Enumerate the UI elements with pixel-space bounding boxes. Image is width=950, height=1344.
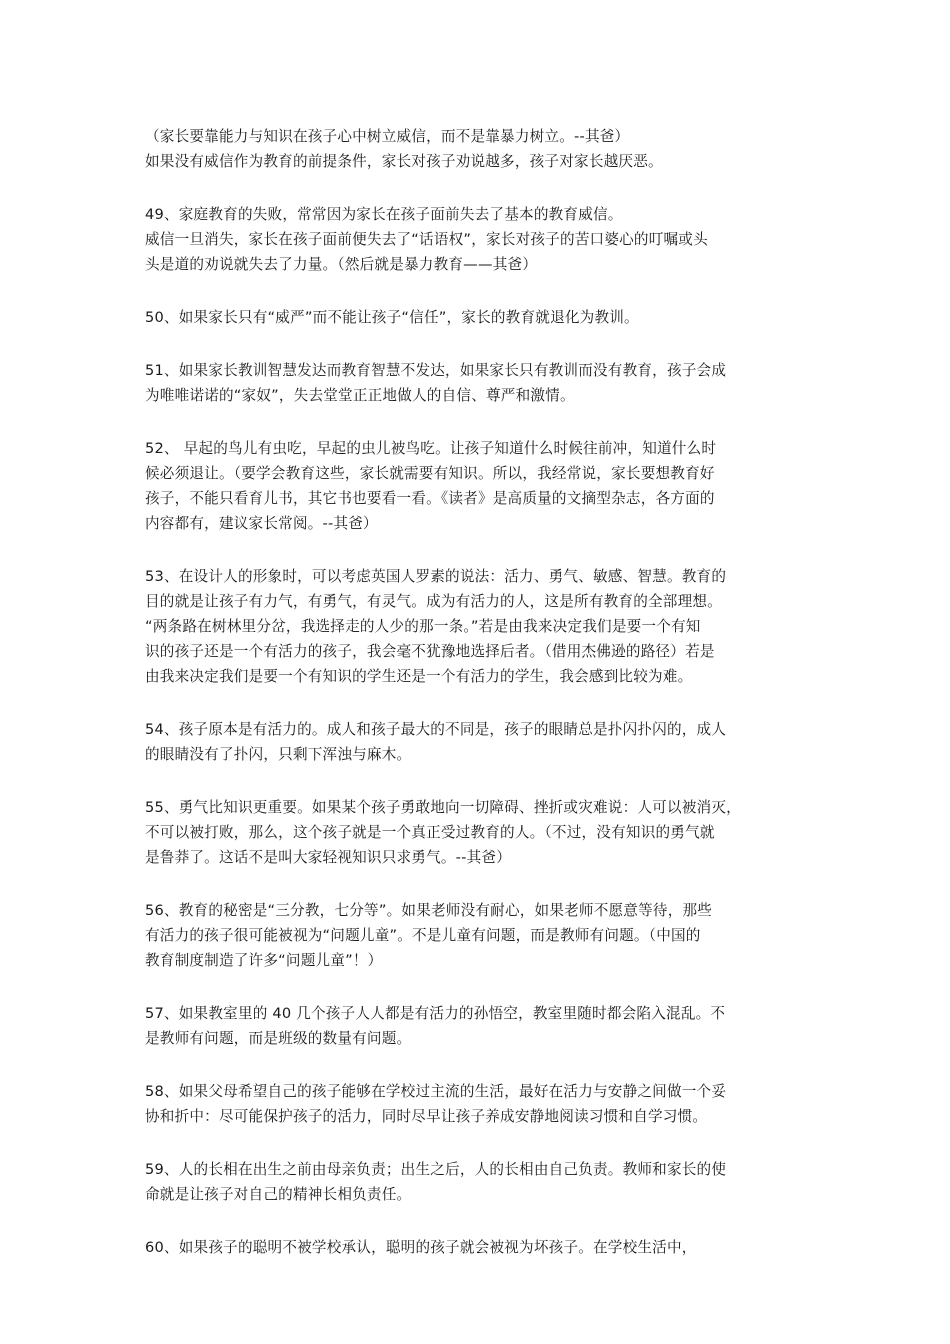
paragraph [145,1235,813,1260]
paragraph [145,795,813,870]
paragraph [145,1157,813,1207]
text-line: 56、教育的秘密是“三分教，七分等”。如果老师没有耐心，如果老师不愿意等待，那些 [145,902,713,919]
text-line: 候必须退让。（要学会教育这些，家长就需要有知识。所以，我经常说，家长要想教育好 [145,465,715,482]
paragraph [145,436,813,536]
text-line: 不可以被打败，那么，这个孩子就是一个真正受过教育的人。（不过，没有知识的勇气就 [145,824,715,841]
text-line: （家长要靠能力与知识在孩子心中树立威信，而不是靠暴力树立。--其爸） [145,128,630,145]
text-line: 52、 早起的鸟儿有虫吃，早起的虫儿被鸟吃。让孩子知道什么时候往前冲，知道什么时 [145,440,717,457]
text-line: 识的孩子还是一个有活力的孩子，我会毫不犹豫地选择后者。（借用杰佛逊的路径）若是 [145,643,715,660]
text-line: 命就是让孩子对自己的精神长相负责任。 [145,1186,412,1203]
paragraph [145,124,813,174]
text-line: 55、勇气比知识更重要。如果某个孩子勇敢地向一切障碍、挫折或灾难说：人可以被消灭， [145,799,741,816]
text-line: 目的就是让孩子有力气，有勇气，有灵气。成为有活力的人，这是所有教育的全部理想。 [145,593,722,610]
text-line: 54、孩子原本是有活力的。成人和孩子最大的不同是，孩子的眼睛总是扑闪扑闪的，成人 [145,721,727,738]
text-line: 由我来决定我们是要一个有知识的学生还是一个有活力的学生，我会感到比较为难。 [145,668,693,685]
text-line: 53、在设计人的形象时，可以考虑英国人罗素的说法：活力、勇气、敏感、智慧。教育的 [145,568,727,585]
paragraph [145,358,813,408]
paragraph [145,898,813,973]
text-line: 是教师有问题，而是班级的数量有问题。 [145,1030,412,1047]
text-line: 50、如果家长只有“威严”而不能让孩子“信任”，家长的教育就退化为教训。 [145,309,639,326]
document-body [145,124,813,1288]
text-line: 威信一旦消失，家长在孩子面前便失去了“话语权”，家长对孩子的苦口婆心的叮嘱或头 [145,231,708,248]
text-line: 的眼睛没有了扑闪，只剩下浑浊与麻木。 [145,746,412,763]
text-line: “两条路在树林里分岔，我选择走的人少的那一条。”若是由我来决定我们是要一个有知 [145,618,701,635]
paragraph [145,202,813,277]
paragraph [145,1001,813,1051]
text-line: 教育制度制造了许多“问题儿童”！） [145,952,383,969]
text-line: 51、如果家长教训智慧发达而教育智慧不发达，如果家长只有教训而没有教育，孩子会成 [145,362,727,379]
text-line: 49、家庭教育的失败，常常因为家长在孩子面前失去了基本的教育威信。 [145,206,623,223]
text-line: 有活力的孩子很可能被视为“问题儿童”。不是儿童有问题，而是教师有问题。（中国的 [145,927,701,944]
text-line: 孩子，不能只看育儿书，其它书也要看一看。《读者》是高质量的文摘型杂志，各方面的 [145,490,715,507]
text-line: 57、如果教室里的 40 几个孩子人人都是有活力的孙悟空，教室里随时都会陷入混乱。不 [145,1005,726,1022]
text-line: 是鲁莽了。这话不是叫大家轻视知识只求勇气。--其爸） [145,849,511,866]
paragraph [145,717,813,767]
text-line: 58、如果父母希望自己的孩子能够在学校过主流的生活，最好在活力与安静之间做一个妥 [145,1083,727,1100]
text-line: 头是道的劝说就失去了力量。（然后就是暴力教育——其爸） [145,256,538,273]
paragraph [145,305,813,330]
text-line: 如果没有威信作为教育的前提条件，家长对孩子劝说越多，孩子对家长越厌恶。 [145,153,663,170]
text-line: 60、如果孩子的聪明不被学校承认，聪明的孩子就会被视为坏孩子。在学校生活中， [145,1239,697,1256]
paragraph [145,1079,813,1129]
text-line: 59、人的长相在出生之前由母亲负责；出生之后，人的长相由自己负责。教师和家长的使 [145,1161,727,1178]
paragraph [145,564,813,689]
text-line: 协和折中：尽可能保护孩子的活力，同时尽早让孩子养成安静地阅读习惯和自学习惯。 [145,1108,708,1125]
text-line: 为唯唯诺诺的“家奴”，失去堂堂正正地做人的自信、尊严和激情。 [145,387,575,404]
text-line: 内容都有，建议家长常阅。--其爸） [145,515,378,532]
